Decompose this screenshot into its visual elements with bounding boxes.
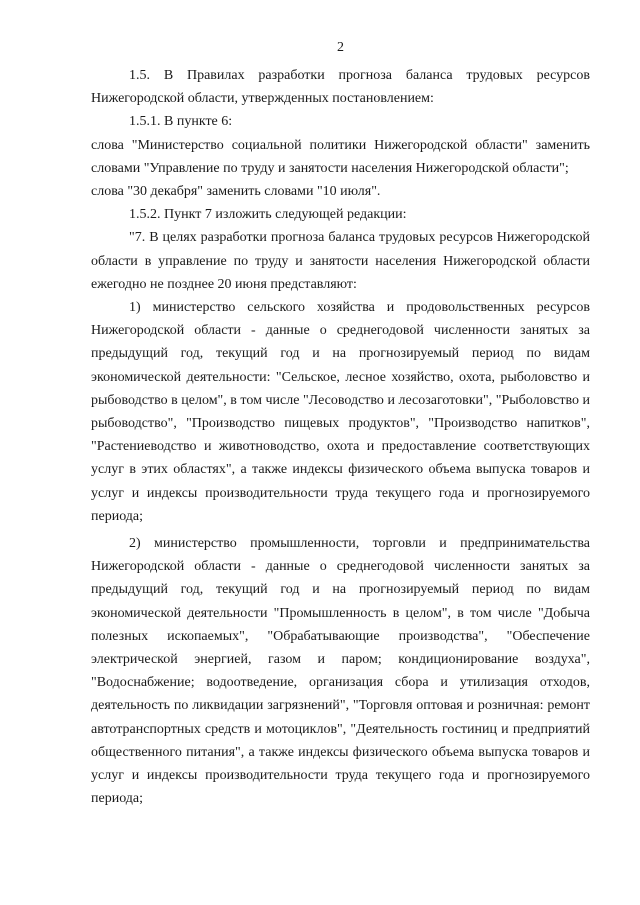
paragraph-1-5: 1.5. В Правилах разработки прогноза баланса трудовых ресурсов Нижегородской области, утвержденных постановлением:	[91, 68, 590, 107]
paragraph-replace-date: слова "30 декабря" заменить словами "10 июля".	[91, 184, 381, 200]
paragraph-1-5-1: 1.5.1. В пункте 6:	[129, 114, 233, 130]
page-number: 2	[337, 40, 344, 55]
paragraph-clause-7: "7. В целях разработки прогноза баланса трудовых ресурсов Нижегородской области в управление по труду и занятости населения Нижегородской области ежегодно не позднее 20 июня представляют:	[91, 230, 590, 292]
paragraph-1-5-2: 1.5.2. Пункт 7 изложить следующей редакции:	[129, 207, 407, 223]
paragraph-replace-ministry: слова "Министерство социальной политики Нижегородской области" заменить словами "Управление по труду и занятости населения Нижегородской области";	[91, 137, 590, 176]
paragraph-item-1: 1) министерство сельского хозяйства и продовольственных ресурсов Нижегородской области - данные о среднегодовой численности занятых за предыдущий год, текущий год и на прогнозируемый период по видам экономической деятельности: "Сельское, лесное хозяйство, охота, рыболовство и рыбоводство в целом", в том числе "Лесоводство и лесозаготовки", "Рыболовство и рыбоводство", "Производство пищевых продуктов", "Производство напитков", "Растениеводство и животноводство, охота и предоставление соответствующих услуг в этих областях", а также индексы физического объема выпуска товаров и услуг и индексы производительности труда текущего года и прогнозируемого периода;	[91, 300, 590, 524]
paragraph-item-2: 2) министерство промышленности, торговли и предпринимательства Нижегородской области - данные о среднегодовой численности занятых за предыдущий год, текущий год и на прогнозируемый период по видам экономической деятельности "Промышленность в целом", в том числе "Добыча полезных ископаемых", "Обрабатывающие производства", "Обеспечение электрической энергией, газом и паром; кондиционирование воздуха", "Водоснабжение; водоотведение, организация сбора и утилизация отходов, деятельность по ликвидации загрязнений", "Торговля оптовая и розничная: ремонт автотранспортных средств и мотоциклов", "Деятельность гостиниц и предприятий общественного питания", а также индексы физического объема выпуска товаров и услуг и индексы производительности труда текущего года и прогнозируемого периода;	[91, 536, 590, 807]
